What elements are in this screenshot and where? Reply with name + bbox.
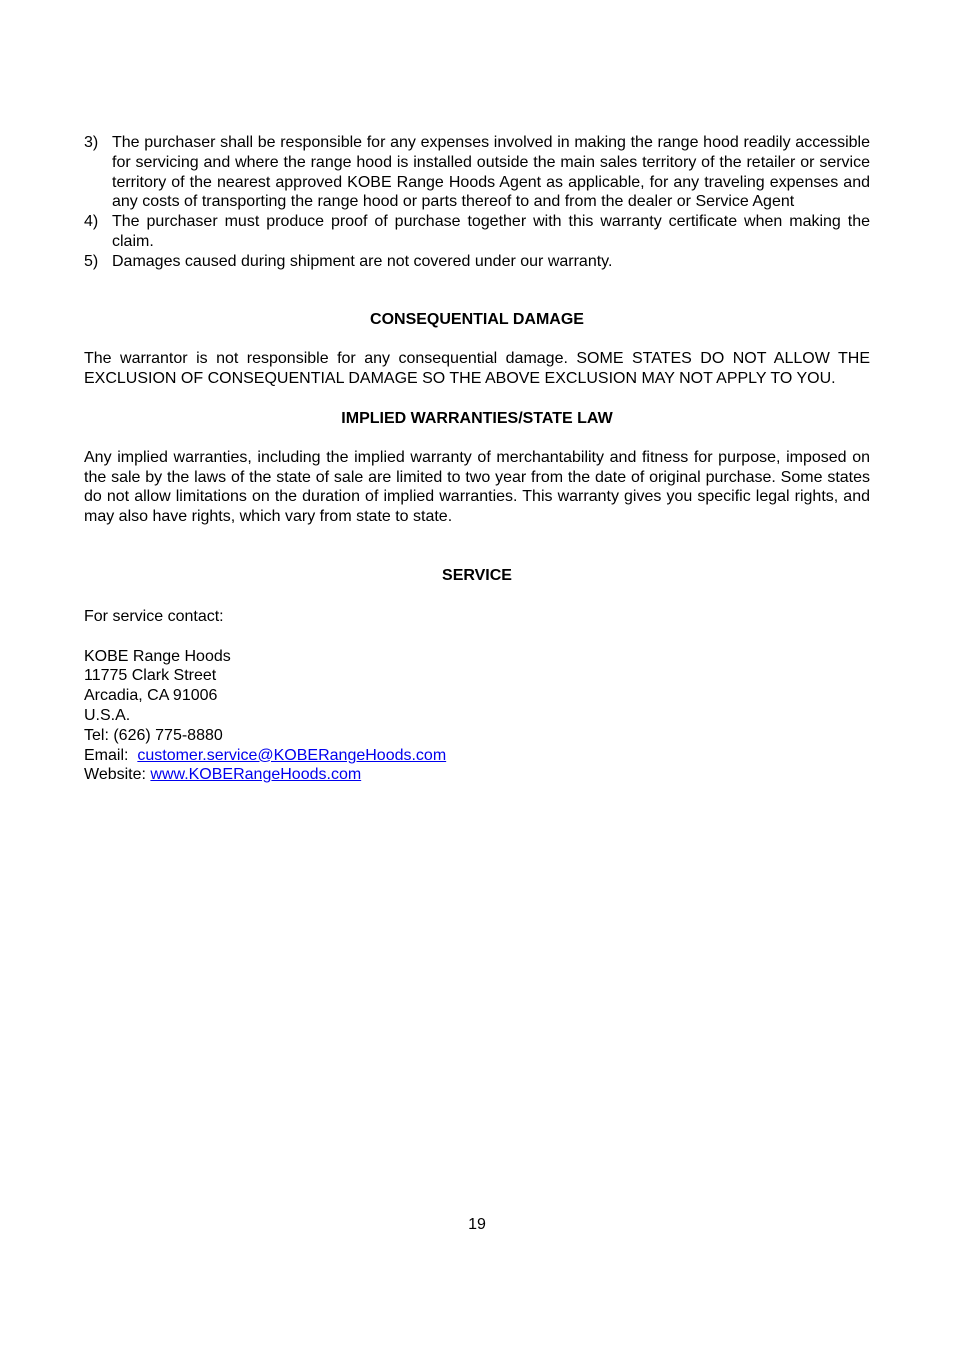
email-link[interactable]: customer.service@KOBERangeHoods.com <box>137 746 447 764</box>
service-address-block <box>84 647 870 786</box>
website-link[interactable]: www.KOBERangeHoods.com <box>150 766 362 784</box>
email-label: Email: <box>84 746 129 764</box>
email-line <box>84 746 870 766</box>
website-label: Website: <box>84 766 146 784</box>
street-address: 11775 Clark Street <box>84 667 217 685</box>
list-item <box>84 212 870 252</box>
warranty-conditions-list <box>84 133 870 272</box>
service-heading: SERVICE <box>442 566 512 584</box>
consequential-damage-text: The warrantor is not responsible for any consequential damage. SOME STATES DO NOT ALLOW THE EXCLUSION OF CONSEQUENTIAL DAMAGE SO THE ABOVE EXCLUSION MAY NOT APPLY TO YOU. <box>84 350 870 388</box>
country: U.S.A. <box>84 706 131 724</box>
website-line <box>84 765 870 785</box>
page-number: 19 <box>468 1216 486 1233</box>
implied-warranties-heading: IMPLIED WARRANTIES/STATE LAW <box>341 409 613 427</box>
list-item-number: 4) <box>84 213 99 231</box>
consequential-damage-heading: CONSEQUENTIAL DAMAGE <box>370 310 584 328</box>
list-item-text: Damages caused during shipment are not covered under our warranty. <box>112 252 613 270</box>
list-item-text: The purchaser shall be responsible for any expenses involved in making the range hood readily accessible for servicing and where the range hood is installed outside the main sales territory of the retailer or service territory of the nearest approved KOBE Range Hoods Agent as applicable, for any traveling expenses and any costs of transporting the range hood or parts thereof to and from the dealer or Service Agent <box>112 134 870 211</box>
list-item-number: 3) <box>84 134 99 151</box>
list-item-number: 5) <box>84 252 99 270</box>
telephone: Tel: (626) 775-8880 <box>84 726 223 744</box>
city-state-zip: Arcadia, CA 91006 <box>84 687 218 705</box>
document-page <box>84 133 870 785</box>
implied-warranties-text: Any implied warranties, including the implied warranty of merchantability and fitness for purpose, imposed on the sale by the laws of the state of sale are limited to two year from the date of original purchase. Some states do not allow limitations on the duration of implied warranties. This warranty gives you specific legal rights, and may also have rights, which vary from state to state. <box>84 448 870 526</box>
list-item <box>84 252 870 272</box>
list-item-text: The purchaser must produce proof of purchase together with this warranty certificate when making the claim. <box>112 213 870 250</box>
list-item <box>84 133 870 212</box>
company-name: KOBE Range Hoods <box>84 647 231 665</box>
service-intro: For service contact: <box>84 607 224 625</box>
